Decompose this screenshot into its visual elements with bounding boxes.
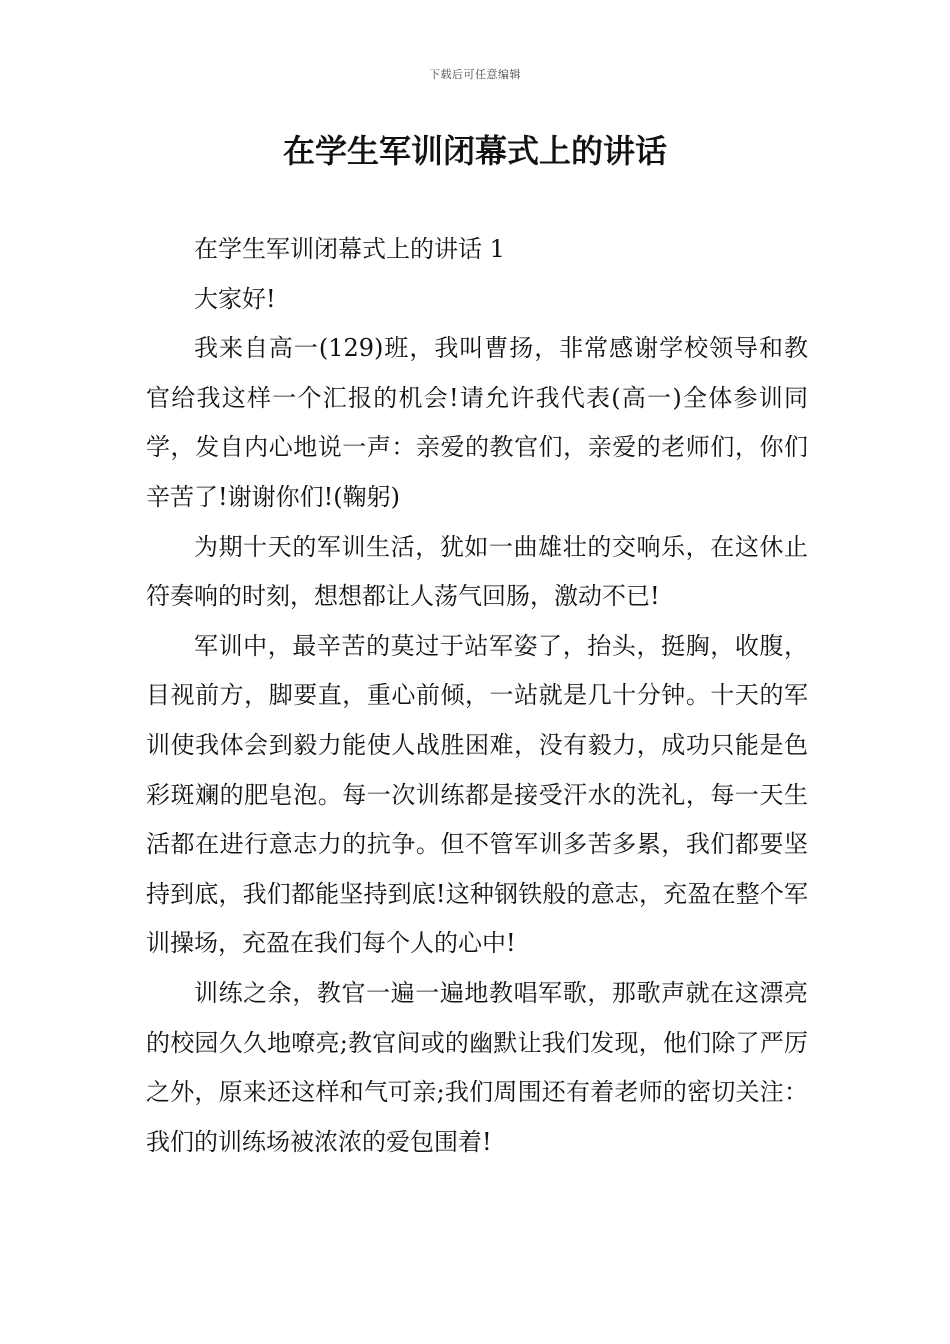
body-paragraph: 为期十天的军训生活，犹如一曲雄壮的交响乐，在这休止符奏响的时刻，想想都让人荡气回肠，激动不已!: [146, 532, 808, 611]
greeting-paragraph: 大家好!: [194, 284, 276, 313]
body-paragraph: 军训中，最辛苦的莫过于站军姿了，抬头，挺胸，收腹，目视前方，脚要直，重心前倾，一站就是几十分钟。十天的军训使我体会到毅力能使人战胜困难，没有毅力，成功只能是色彩斑斓的肥皂泡。每一次训练都是接受汗水的洗礼，每一天生活都在进行意志力的抗争。但不管军训多苦多累，我们都要坚持到底，我们都能坚持到底!这种钢铁般的意志，充盈在整个军训操场，充盈在我们每个人的心中!: [146, 631, 808, 958]
page-title: 在学生军训闭幕式上的讲话: [282, 132, 667, 170]
header-note: 下载后可任意编辑: [429, 68, 521, 81]
subheading-paragraph: 在学生军训闭幕式上的讲话 1: [194, 235, 505, 263]
body-paragraph: 我来自高一(129)班，我叫曹扬，非常感谢学校领导和教官给我这样一个汇报的机会!请允许我代表(高一)全体参训同学，发自内心地说一声：亲爱的教官们，亲爱的老师们，你们辛苦了!谢谢你们!(鞠躬): [146, 334, 808, 511]
body-paragraph: 训练之余，教官一遍一遍地教唱军歌，那歌声就在这漂亮的校园久久地嘹亮;教官间或的幽默让我们发现，他们除了严厉之外，原来还这样和气可亲;我们周围还有着老师的密切关注：我们的训练场被浓浓的爱包围着!: [146, 978, 808, 1156]
document-body: [146, 225, 808, 1167]
